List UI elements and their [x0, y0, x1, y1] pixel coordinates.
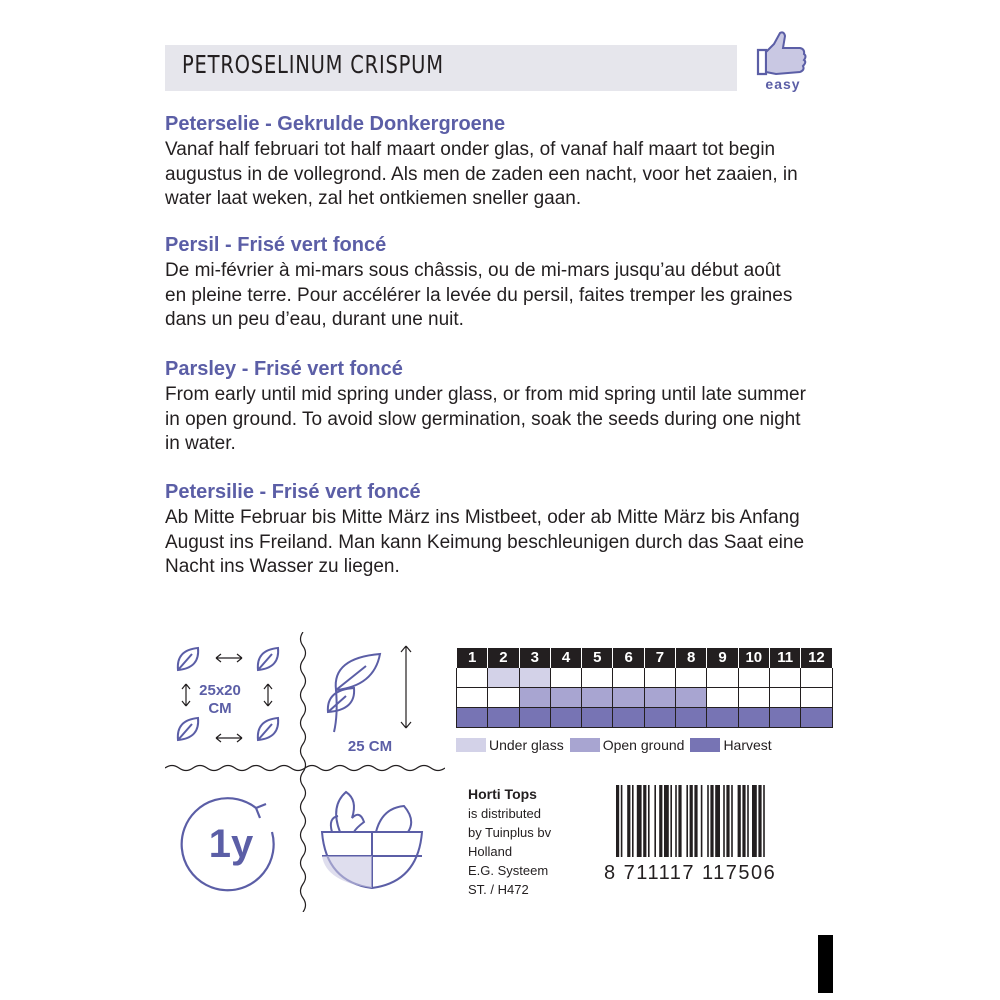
month-header: 4 — [550, 648, 581, 668]
heading-english: Parsley - Frisé vert foncé — [165, 358, 403, 380]
vegetable-basket-icon — [312, 782, 432, 902]
barcode — [612, 785, 832, 865]
cell-harvest — [550, 708, 581, 728]
month-header: 9 — [707, 648, 738, 668]
distributor-line: ST. / H472 — [468, 882, 529, 897]
month-header: 2 — [488, 648, 519, 668]
month-header: 7 — [644, 648, 675, 668]
barcode-bar — [616, 785, 619, 857]
month-header: 11 — [769, 648, 800, 668]
barcode-bar — [747, 785, 749, 857]
month-header: 3 — [519, 648, 550, 668]
month-header: 12 — [801, 648, 832, 668]
barcode-bar — [763, 785, 765, 857]
sowing-calendar — [456, 648, 833, 728]
cell-harvest — [644, 708, 675, 728]
month-header: 1 — [457, 648, 488, 668]
cell-under-glass — [769, 668, 800, 688]
month-header: 10 — [738, 648, 769, 668]
month-header: 8 — [676, 648, 707, 668]
cell-harvest — [582, 708, 613, 728]
barcode-bar — [621, 785, 623, 857]
plant-height-label: 25 CM — [347, 738, 393, 755]
legend-under-glass: Under glass — [456, 737, 564, 753]
description-english — [165, 358, 845, 457]
barcode-bar — [678, 785, 681, 857]
cell-harvest — [457, 708, 488, 728]
barcode-bar — [726, 785, 729, 857]
barcode-bar — [738, 785, 741, 857]
cell-under-glass — [519, 668, 550, 688]
text-french: De mi-février à mi-mars sous châssis, ou de mi-mars jusqu’au début août en pleine terre. Pour accélérer la levée du persil, faites tremper les graines dans un peu d’eau, durant une nuit. — [165, 260, 793, 330]
cell-under-glass — [488, 668, 519, 688]
barcode-bar — [654, 785, 656, 857]
distributor-line: Holland — [468, 844, 513, 859]
cell-open-ground — [582, 688, 613, 708]
cell-under-glass — [801, 668, 832, 688]
text-german: Ab Mitte Februar bis Mitte März ins Mistbeet, oder ab Mitte März bis Anfang August ins Freiland. Man kann Keimung beschleunigen durch das Saat eine Nacht ins Wasser zu liegen. — [165, 507, 805, 577]
barcode-bar — [659, 785, 662, 857]
distributor-info — [468, 785, 551, 899]
barcode-bar — [707, 785, 709, 857]
calendar-legend — [456, 737, 778, 753]
brand-name: Horti Tops — [468, 786, 537, 802]
cell-under-glass — [582, 668, 613, 688]
plant-height-icon — [322, 640, 422, 740]
cell-harvest — [769, 708, 800, 728]
cell-open-ground — [707, 688, 738, 708]
swatch-harvest — [690, 738, 720, 752]
barcode-bar — [648, 785, 650, 857]
cell-open-ground — [738, 688, 769, 708]
description-french — [165, 234, 845, 333]
barcode-bar — [715, 785, 720, 857]
barcode-bar — [752, 785, 757, 857]
distributor-line: is distributed — [468, 806, 541, 821]
legend-open-ground: Open ground — [570, 737, 685, 753]
heading-dutch: Peterselie - Gekrulde Donkergroene — [165, 113, 506, 135]
barcode-bar — [664, 785, 669, 857]
cell-harvest — [488, 708, 519, 728]
distributor-line: by Tuinplus bv — [468, 825, 552, 840]
latin-name: PETROSELINUM CRISPUM — [182, 50, 444, 79]
legend-harvest: Harvest — [690, 737, 771, 753]
heading-french: Persil - Frisé vert foncé — [165, 234, 387, 256]
cell-open-ground — [519, 688, 550, 708]
cell-under-glass — [644, 668, 675, 688]
text-dutch: Vanaf half februari tot half maart onder glas, of vanaf half maart tot begin augustus in de vollegrond. Als men de zaden een nacht, voor het zaaien, in water laat weken, zal het ontkiemen sneller gaan. — [165, 139, 798, 209]
barcode-bar — [686, 785, 688, 857]
cell-harvest — [801, 708, 832, 728]
cell-open-ground — [613, 688, 644, 708]
barcode-bar — [731, 785, 733, 857]
month-header: 5 — [582, 648, 613, 668]
cell-under-glass — [613, 668, 644, 688]
cell-harvest — [738, 708, 769, 728]
cell-under-glass — [550, 668, 581, 688]
cell-harvest — [613, 708, 644, 728]
barcode-bar — [701, 785, 703, 857]
barcode-bar — [643, 785, 646, 857]
print-mark — [818, 935, 833, 993]
horizontal-divider — [165, 762, 445, 774]
cell-harvest — [676, 708, 707, 728]
difficulty-label: easy — [765, 76, 801, 92]
cell-under-glass — [457, 668, 488, 688]
heading-german: Petersilie - Frisé vert foncé — [165, 481, 421, 503]
swatch-under-glass — [456, 738, 486, 752]
barcode-bar — [758, 785, 761, 857]
cell-open-ground — [676, 688, 707, 708]
barcode-bar — [670, 785, 672, 857]
cell-harvest — [707, 708, 738, 728]
cell-open-ground — [550, 688, 581, 708]
barcode-number: 8 711117 117506 — [604, 862, 777, 884]
spacing-label: 25x20 CM — [199, 682, 241, 717]
barcode-bar — [690, 785, 693, 857]
cell-under-glass — [707, 668, 738, 688]
swatch-open-ground — [570, 738, 600, 752]
description-dutch — [165, 113, 845, 212]
description-german — [165, 481, 845, 580]
duration-label: 1y — [208, 822, 254, 866]
text-english: From early until mid spring under glass, or from mid spring until late summer in open ground. To avoid slow germination, soak the seeds during one night in water. — [165, 384, 806, 454]
barcode-bar — [694, 785, 697, 857]
barcode-bar — [637, 785, 642, 857]
cell-under-glass — [738, 668, 769, 688]
month-header: 6 — [613, 648, 644, 668]
cell-open-ground — [488, 688, 519, 708]
cell-open-ground — [801, 688, 832, 708]
barcode-bar — [710, 785, 713, 857]
cell-under-glass — [676, 668, 707, 688]
barcode-bar — [742, 785, 745, 857]
cell-open-ground — [644, 688, 675, 708]
barcode-bar — [632, 785, 634, 857]
cell-harvest — [519, 708, 550, 728]
cell-open-ground — [457, 688, 488, 708]
barcode-bar — [627, 785, 630, 857]
cell-open-ground — [769, 688, 800, 708]
barcode-bar — [723, 785, 725, 857]
barcode-bar — [675, 785, 677, 857]
distributor-line: E.G. Systeem — [468, 863, 549, 878]
